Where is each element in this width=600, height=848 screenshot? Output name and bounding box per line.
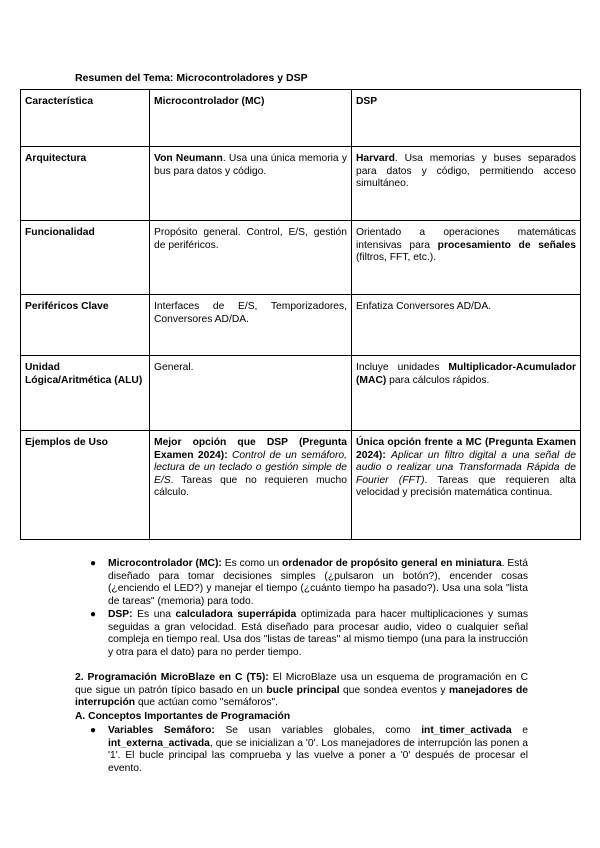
dsp-cell: Harvard. Usa memorias y buses separados para datos y código, permitiendo acceso simultáneo.: [352, 147, 581, 221]
comparison-table: [20, 89, 581, 540]
table-header-row: [21, 90, 581, 147]
bullet-dot-icon: ●: [90, 558, 97, 569]
dsp-cell: Única opción frente a MC (Pregunta Examen 2024): Aplicar un filtro digital a una señal de audio o realizar una Transformada Rápida de Fourier (FFT). Tareas que requieren alta velocidad y precisión matemática continua.: [352, 431, 581, 540]
feature-cell: Unidad Lógica/Aritmética (ALU): [21, 356, 150, 431]
subsection-heading: A. Conceptos Importantes de Programación: [75, 711, 291, 722]
table-row: [21, 356, 581, 431]
feature-cell: Ejemplos de Uso: [21, 431, 150, 540]
table-row: [21, 147, 581, 221]
bullet-semaforo: ● Variables Semáforo: Se usan variables globales, como int_timer_activada e int_externa_activada, que se inicializan a '0'. Los manejadores de interrupción las ponen a '1'. El bucle principal las comprueba y las vuelve a poner a '0' después de procesar el evento.: [90, 725, 528, 774]
mc-cell: Mejor opción que DSP (Pregunta Examen 2024): Control de un semáforo, lectura de un teclado o gestión simple de E/S. Tareas que no requieren mucho cálculo.: [150, 431, 352, 540]
mc-cell: General.: [150, 356, 352, 431]
bullet-dot-icon: ●: [90, 725, 97, 736]
table-row: [21, 221, 581, 295]
header-feature: Característica: [21, 90, 150, 147]
mc-cell: Propósito general. Control, E/S, gestión de periféricos.: [150, 221, 352, 295]
dsp-cell: Orientado a operaciones matemáticas intensivas para procesamiento de señales (filtros, FFT, etc.).: [352, 221, 581, 295]
dsp-cell: Enfatiza Conversores AD/DA.: [352, 295, 581, 356]
table-row: [21, 295, 581, 356]
bullet-dsp: ● DSP: Es una calculadora superrápida optimizada para hacer multiplicaciones y sumas seguidas a gran velocidad. Está diseñado para procesar audio, video o cualquier señal compleja en tiempo real. Usa dos "listas de tareas" al mismo tiempo (una para la instrucción y otra para el dato) para no perder tiempo.: [90, 609, 528, 658]
feature-cell: Periféricos Clave: [21, 295, 150, 356]
header-mc: Microcontrolador (MC): [150, 90, 352, 147]
header-dsp: DSP: [352, 90, 581, 147]
bullet-mc: ● Microcontrolador (MC): Es como un ordenador de propósito general en miniatura. Está diseñado para tomar decisiones simples (¿pulsaron un botón?), encender cosas (¿enciendo el LED?) y manejar el tiempo (¿cuánto tiempo ha pasado?). Usa una sola "lista de tareas" (memoria) para todo.: [90, 558, 529, 607]
mc-cell: Von Neumann. Usa una única memoria y bus para datos y código.: [150, 147, 352, 221]
dsp-cell: Incluye unidades Multiplicador-Acumulador (MAC) para cálculos rápidos.: [352, 356, 581, 431]
table-row: [21, 431, 581, 540]
page-title: Resumen del Tema: Microcontroladores y DSP: [75, 72, 308, 84]
feature-cell: Arquitectura: [21, 147, 150, 221]
mc-cell: Interfaces de E/S, Temporizadores, Conversores AD/DA.: [150, 295, 352, 356]
section-2-paragraph: 2. Programación MicroBlaze en C (T5): El MicroBlaze usa un esquema de programación en C que sigue un patrón típico basado en un bucle principal que sondea eventos y manejadores de interrupción que actúan como "semáforos".: [75, 672, 529, 708]
feature-cell: Funcionalidad: [21, 221, 150, 295]
bullet-dot-icon: ●: [90, 609, 97, 620]
